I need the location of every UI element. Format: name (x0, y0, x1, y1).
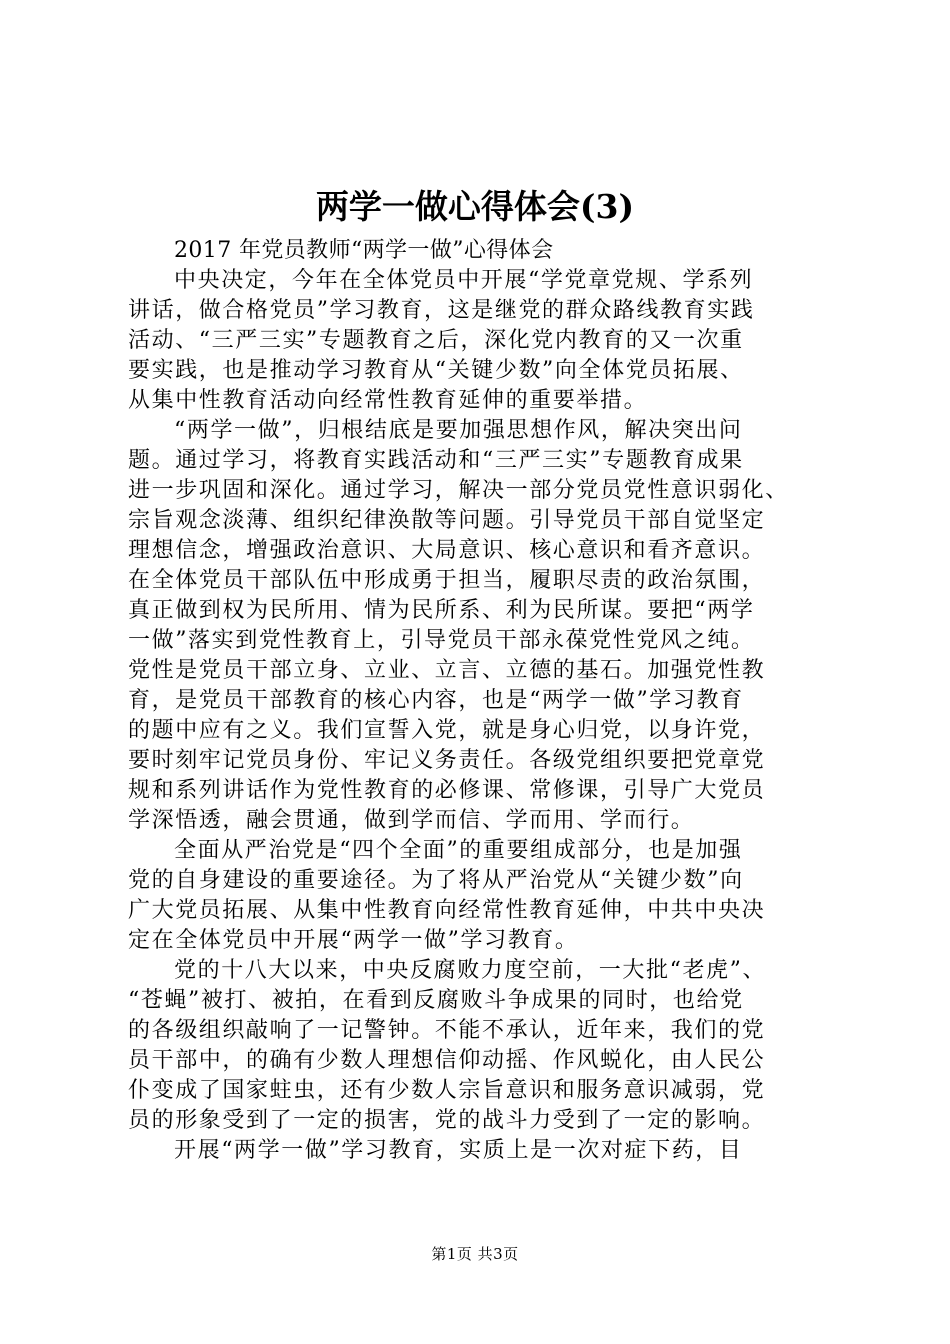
paragraph-line: 开展“两学一做”学习教育，实质上是一次对症下药，目 (174, 1138, 743, 1163)
paragraph-line: 中央决定，今年在全体党员中开展“学党章党规、学系列 (174, 268, 754, 293)
paragraph-line: 真正做到权为民所用、情为民所系、利为民所谋。要把“两学 (128, 598, 755, 623)
paragraph-line: 活动、“三严三实”专题教育之后，深化党内教育的又一次重 (128, 328, 744, 353)
paragraph-line: 讲话，做合格党员”学习教育，这是继党的群众路线教育实践 (128, 298, 755, 323)
paragraph-line: 全面从严治党是“四个全面”的重要组成部分，也是加强 (174, 838, 743, 863)
paragraph-line: 要实践，也是推动学习教育从“关键少数”向全体党员拓展、 (128, 358, 744, 383)
paragraph-line: 理想信念，增强政治意识、大局意识、核心意识和看齐意识。 (128, 538, 766, 563)
paragraph-line: 广大党员拓展、从集中性教育向经常性教育延伸，中共中央决 (128, 898, 766, 923)
paragraph-line: 从集中性教育活动向经常性教育延伸的重要举措。 (128, 388, 648, 413)
paragraph-line: 党的自身建设的重要途径。为了将从严治党从“关键少数”向 (128, 868, 744, 893)
paragraph-line: “两学一做”，归根结底是要加强思想作风，解决突出问 (174, 418, 743, 443)
document-body (128, 236, 840, 1166)
paragraph-line: 要时刻牢记党员身份、牢记义务责任。各级党组织要把党章党 (128, 748, 766, 773)
paragraph-line: 育，是党员干部教育的核心内容，也是“两学一做”学习教育 (128, 688, 744, 713)
document-subtitle: 2017 年党员教师“两学一做”心得体会 (174, 238, 554, 263)
paragraph-line: 定在全体党员中开展“两学一做”学习教育。 (128, 928, 579, 953)
paragraph-line: “苍蝇”被打、被拍，在看到反腐败斗争成果的同时，也给党 (128, 988, 744, 1013)
paragraph-line: 员干部中，的确有少数人理想信仰动摇、作风蜕化，由人民公 (128, 1048, 766, 1073)
paragraph-line: 进一步巩固和深化。通过学习，解决一部分党员党性意识弱化、 (128, 478, 789, 503)
paragraph-line: 一做”落实到党性教育上，引导党员干部永葆党性党风之纯。 (128, 628, 755, 653)
paragraph-line: 员的形象受到了一定的损害，党的战斗力受到了一定的影响。 (128, 1108, 766, 1133)
paragraph-line: 规和系列讲话作为党性教育的必修课、常修课，引导广大党员 (128, 778, 766, 803)
paragraph-line: 仆变成了国家蛀虫，还有少数人宗旨意识和服务意识减弱，党 (128, 1078, 766, 1103)
paragraph-line: 宗旨观念淡薄、组织纪律涣散等问题。引导党员干部自觉坚定 (128, 508, 766, 533)
page-footer: 第1页 共3页 (431, 1245, 519, 1263)
paragraph-line: 党的十八大以来，中央反腐败力度空前，一大批“老虎”、 (174, 958, 767, 983)
paragraph-line: 的各级组织敲响了一记警钟。不能不承认，近年来，我们的党 (128, 1018, 766, 1043)
document-title: 两学一做心得体会(3) (315, 187, 635, 226)
paragraph-line: 题。通过学习，将教育实践活动和“三严三实”专题教育成果 (128, 448, 744, 473)
paragraph-line: 党性是党员干部立身、立业、立言、立德的基石。加强党性教 (128, 658, 766, 683)
paragraph-line: 的题中应有之义。我们宣誓入党，就是身心归党，以身许党， (128, 718, 766, 743)
paragraph-line: 在全体党员干部队伍中形成勇于担当，履职尽责的政治氛围， (128, 568, 766, 593)
paragraph-line: 学深悟透，融会贯通，做到学而信、学而用、学而行。 (128, 808, 695, 833)
